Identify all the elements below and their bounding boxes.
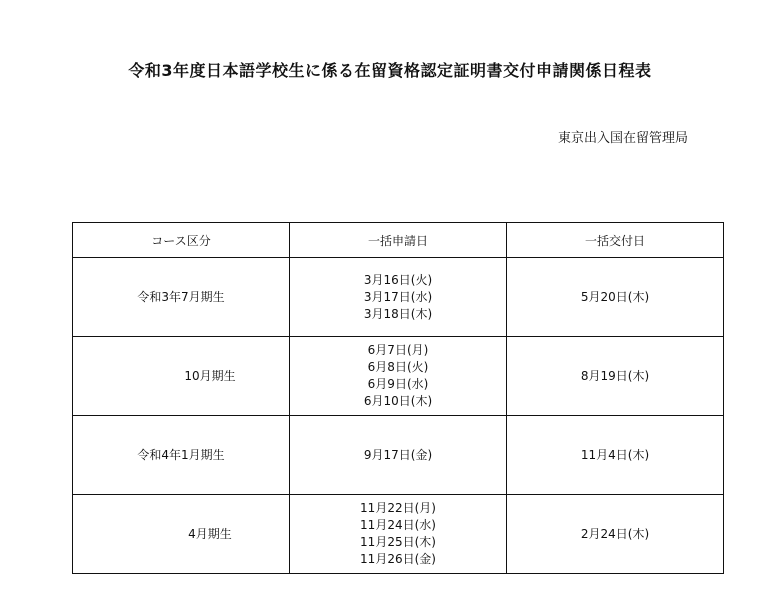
table-row	[73, 416, 724, 495]
schedule-table	[72, 222, 724, 574]
course-cell: 令和4年1月期生	[73, 416, 290, 495]
table-header-row	[73, 223, 724, 258]
application-date: 3月16日(火)	[363, 272, 433, 287]
application-date: 11月26日(金)	[360, 552, 436, 566]
issuance-date-cell: 8月19日(木)	[507, 337, 724, 416]
application-dates-cell	[290, 416, 507, 495]
issuer-name: 東京出入国在留管理局	[557, 131, 688, 146]
table-row	[73, 495, 724, 574]
course-cell: 令和3年7月期生	[73, 258, 290, 337]
application-dates-cell	[290, 495, 507, 574]
application-date: 6月9日(水)	[367, 377, 429, 391]
course-cell: 4月期生	[73, 495, 290, 574]
issuance-date-cell: 11月4日(木)	[507, 416, 724, 495]
application-date: 11月24日(水)	[360, 518, 436, 532]
course-cell: 10月期生	[73, 337, 290, 416]
application-date: 6月7日(月)	[367, 343, 429, 357]
application-dates-cell	[290, 337, 507, 416]
application-date: 9月17日(金)	[363, 447, 433, 462]
application-date: 3月18日(木)	[363, 306, 433, 321]
application-date: 11月22日(月)	[360, 501, 436, 515]
application-date: 11月25日(木)	[360, 535, 436, 549]
table-row	[73, 337, 724, 416]
issuance-date-cell: 2月24日(木)	[507, 495, 724, 574]
header-course-category: コース区分	[73, 223, 290, 258]
header-issuance-date: 一括交付日	[507, 223, 724, 258]
document-title: 令和3年度日本語学校生に係る在留資格認定証明書交付申請関係日程表	[128, 61, 652, 80]
table-row	[73, 258, 724, 337]
issuance-date-cell: 5月20日(木)	[507, 258, 724, 337]
application-date: 6月8日(火)	[367, 360, 429, 374]
application-dates-cell	[290, 258, 507, 337]
header-application-date: 一括申請日	[290, 223, 507, 258]
application-date: 6月10日(木)	[363, 394, 433, 408]
application-date: 3月17日(水)	[363, 289, 433, 304]
